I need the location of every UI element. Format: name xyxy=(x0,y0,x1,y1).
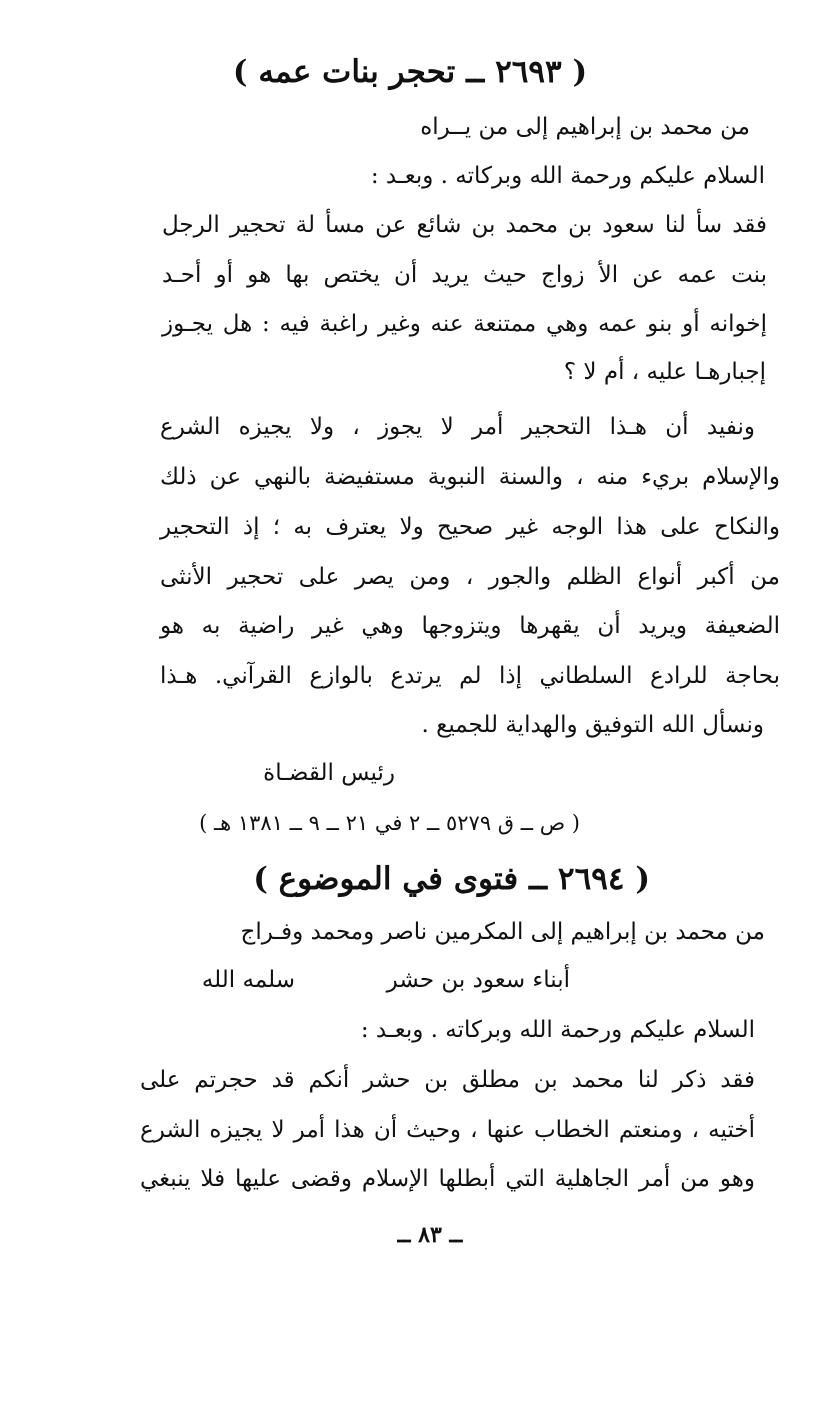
signature: رئيس القضـاة xyxy=(263,760,395,786)
answer-line: بحاجة للرادع السلطاني إذا لم يرتدع بالوازع القرآني. هـذا xyxy=(160,663,780,689)
answer-line: والنكاح على هذا الوجه غير صحيح ولا يعترف به ؛ إذ التحجير xyxy=(160,514,780,540)
question-line: بنت عمه عن الأ زواج حيث يريد أن يختص بها هو أو أحـد xyxy=(162,262,767,288)
answer-line: والإسلام بريء منه ، والسنة النبوية مستفيضة بالنهي عن ذلك xyxy=(160,464,780,490)
question-line: إخوانه أو بنو عمه وهي ممتنعة عنه وغير راغبة فيه : هل يجـوز xyxy=(162,311,767,337)
section-title: ( ٢٦٩٣ ــ تحجر بنات عمه ) xyxy=(232,54,588,90)
answer-line: ونفيد أن هـذا التحجير أمر لا يجوز ، ولا يجيزه الشرع xyxy=(160,414,755,440)
body-line: أختيه ، ومنعتم الخطاب عنها ، وحيث أن هذا أمر لا يجيزه الشرع xyxy=(140,1117,755,1143)
answer-line: من أكبر أنواع الظلم والجور ، ومن يصر على تحجير الأنثى xyxy=(160,564,780,590)
question-line: إجبارهـا عليه ، أم لا ؟ xyxy=(563,359,766,385)
section-title: ( ٢٦٩٤ ــ فتوى في الموضوع ) xyxy=(253,861,650,897)
answer-line: الضعيفة ويريد أن يقهرها ويتزوجها وهي غير راضية به هو xyxy=(160,613,780,639)
answer-line: ونسأل الله التوفيق والهداية للجميع . xyxy=(421,712,764,738)
greeting-line: السلام عليكم ورحمة الله وبركاته . وبعـد : xyxy=(370,163,765,189)
reference-line: ( ص ــ ق ٥٢٧٩ ــ ٢ في ٢١ ــ ٩ ــ ١٣٨١ هـ ) xyxy=(199,811,580,835)
page-number: ــ ٨٣ ــ xyxy=(397,1222,463,1248)
from-line: من محمد بن إبراهيم إلى المكرمين ناصر ومحمد وفـراج xyxy=(240,919,765,945)
question-line: فقد سأ لنا سعود بن محمد بن شائع عن مسأ لة تحجير الرجل xyxy=(162,212,767,238)
blessing: سلمه الله xyxy=(201,967,295,993)
addressee-names: أبناء سعود بن حشر xyxy=(386,967,570,993)
from-line: من محمد بن إبراهيم إلى من يــراه xyxy=(420,114,750,140)
body-line: وهو من أمر الجاهلية التي أبطلها الإسلام وقضى عليها فلا ينبغي xyxy=(140,1166,755,1192)
body-line: فقد ذكر لنا محمد بن مطلق بن حشر أنكم قد حجرتم على xyxy=(140,1067,755,1093)
greeting-line: السلام عليكم ورحمة الله وبركاته . وبعـد : xyxy=(360,1017,755,1043)
